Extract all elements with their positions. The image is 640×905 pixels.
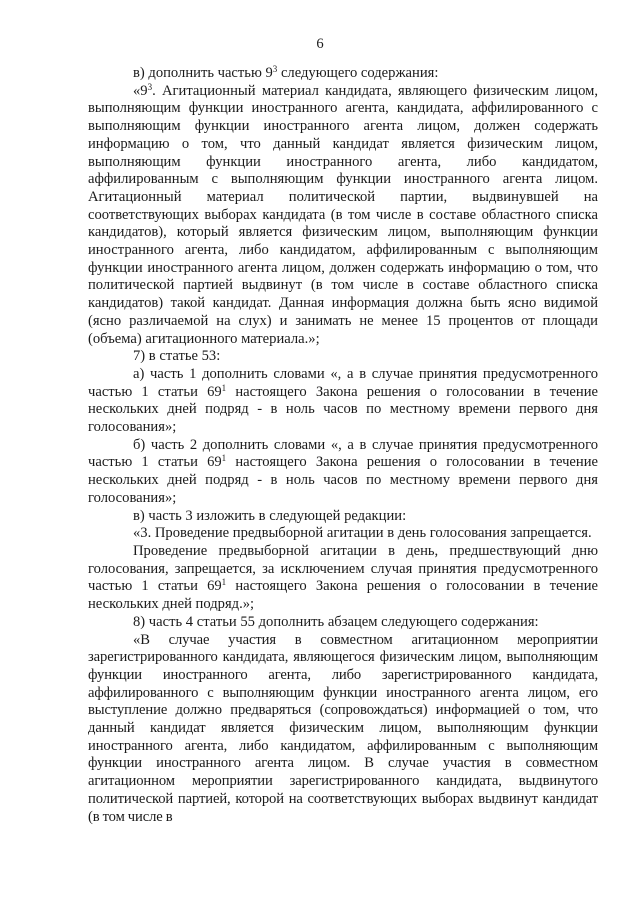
paragraph-article-53-part-3: в) часть 3 изложить в следующей редакции:	[133, 507, 407, 524]
paragraph-article-53-part-1: а) часть 1 дополнить словами «, а в случае принятия предусмотренного частью 1 статьи $69^1$ настоящего Закона решения о голосовании в течение нескольких дней подряд - в ноль часов по местному времени первого дня голосования»;	[88, 365, 598, 436]
paragraph-article-53: 7) в статье 53:	[133, 348, 221, 365]
paragraph-amendment-part-9-3: в) дополнить частью $9^3$ следующего содержания:	[133, 64, 439, 81]
paragraph-joint-event: «В случае участия в совместном агитационном мероприятии зарегистрированного кандидата, являющегося физическим лицом, выполняющим функции иностранного агента, либо зарегистрированного кандидата, аффилированного с выполняющим функции иностранного агента лицом, его выступление должно предваряться (сопровождаться) информацией о том, что данный кандидат является физическим лицом, выполняющим функции иностранного агента, либо кандидатом, аффилированным с выполняющим функции иностранного агента лицом. В случае участия в совместном агитационном мероприятии зарегистрированного кандидата, выдвинутого политической партией, которой на соответствующих выборах выдвинут кандидат (в том числе в	[88, 631, 598, 825]
paragraph-article-55-part-4: 8) часть 4 статьи 55 дополнить абзацем следующего содержания:	[133, 613, 539, 630]
paragraph-article-53-part-2: б) часть 2 дополнить словами «, а в случае принятия предусмотренного частью 1 статьи $69^1$ настоящего Закона решения о голосовании в течение нескольких дней подряд - в ноль часов по местному времени первого дня голосования»;	[88, 436, 598, 506]
paragraph-pre-election-day: Проведение предвыборной агитации в день, предшествующий дню голосования, запрещается, за исключением случая принятия предусмотренного частью 1 статьи $69^1$ настоящего Закона решения о голосовании в течение нескольких дней подряд.»;	[88, 542, 598, 613]
document-body	[88, 65, 598, 826]
paragraph-agitation-material: «$9^3$. Агитационный материал кандидата, являющего физическим лицом, выполняющим функции иностранного агента, кандидата, аффилированного с выполняющим функции иностранного агента лицом, должен содержать информацию о том, что данный кандидат является физическим лицом, выполняющим функции иностранного агента, либо кандидатом, аффилированным с выполняющим функции иностранного агента лицом. Агитационный материал политической партии, выдвинувшей на соответствующих выборах кандидата (в том числе в составе областного списка кандидатов), который является физическим лицом, выполняющим функции иностранного агента, либо кандидатом, аффилированным с выполняющим функции иностранного агента лицом, должен содержать информацию о том, что политической партией выдвинут (в том числе в составе областного списка кандидатов) такой кандидат. Данная информация должна быть ясно видимой (ясно различаемой на слух) и занимать не менее 15 процентов от площади (объема) агитационного материала.»;	[88, 81, 598, 347]
paragraph-part-3-new-text: «3. Проведение предвыборной агитации в день голосования запрещается.	[133, 525, 592, 542]
page-number: 6	[316, 36, 324, 52]
